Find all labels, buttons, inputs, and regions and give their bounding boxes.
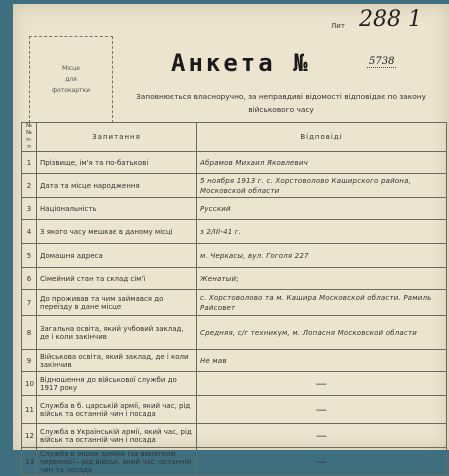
answer-cell: Женатый; — [197, 268, 447, 290]
answer-cell: — — [197, 424, 447, 448]
answer-cell: Средняя, с/г техникум, м. Лопасня Московской области — [197, 316, 447, 350]
row-number: 6 — [22, 268, 37, 290]
row-number: 1 — [22, 152, 37, 174]
photo-placeholder — [29, 36, 113, 123]
table-row — [22, 220, 447, 244]
row-number: 11 — [22, 396, 37, 424]
table-row — [22, 372, 447, 396]
question-cell: До проживав та чим займався до переїзду в дане місце — [37, 290, 197, 316]
table-row — [22, 396, 447, 424]
row-number: 8 — [22, 316, 37, 350]
header-answer: Відповіді — [197, 123, 447, 152]
table-row — [22, 448, 447, 476]
photo-label-line-3: фотокартки — [51, 87, 91, 94]
row-number: 7 — [22, 290, 37, 316]
table-row — [22, 424, 447, 448]
header-question: Запитання — [37, 123, 197, 152]
question-cell: Дата та місце народження — [37, 174, 197, 198]
row-number: 3 — [22, 198, 37, 220]
question-cell: Національність — [37, 198, 197, 220]
answer-cell: — — [197, 372, 447, 396]
row-number: 12 — [22, 424, 37, 448]
answer-cell: — — [197, 448, 447, 476]
question-cell: Домашня адреса — [37, 244, 197, 268]
question-cell: Загальна освіта, який учбовий заклад, де і коли закінчив — [37, 316, 197, 350]
answer-cell: с. Хорстоволово та м. Кашира Московской области. Рамиль Райсовет — [197, 290, 447, 316]
question-cell: Служба в інших арміях (за винятком червоної)—рід військ, який час, останній чин та посада — [37, 448, 197, 476]
photo-label-line-2: для — [65, 76, 77, 83]
row-number: 10 — [22, 372, 37, 396]
answer-cell: Абрамов Михаил Яковлевич — [197, 152, 447, 174]
row-number: 2 — [22, 174, 37, 198]
table-row — [22, 290, 447, 316]
form-sheet — [13, 4, 449, 474]
row-number: 9 — [22, 350, 37, 372]
question-cell: Служба в б. царській армії, який час, рід військ та останній чин і посада — [37, 396, 197, 424]
question-cell: Військова освіта, який заклад, де і коли закінчив — [37, 350, 197, 372]
table-header-row — [22, 123, 447, 152]
photo-label-line-1: Місце — [62, 65, 80, 72]
answer-cell: м. Черкасы, вул. Гоголя 227 — [197, 244, 447, 268]
answer-cell: — — [197, 396, 447, 424]
table-row — [22, 174, 447, 198]
answer-cell: Русский — [197, 198, 447, 220]
instruction-text: Заповнюється власноручно, за неправдиві відомості відповідає по закону військового часу — [136, 92, 426, 114]
row-number: 4 — [22, 220, 37, 244]
question-cell: Служба в Українській армії, який час, рід військ та останній чин і посада — [37, 424, 197, 448]
row-number: 5 — [22, 244, 37, 268]
table-row — [22, 350, 447, 372]
header-num: №№ п-п — [22, 123, 37, 152]
questionnaire-table — [21, 122, 447, 476]
sheet-label: Лит — [331, 22, 345, 30]
sheet-number: 288 1 — [359, 7, 422, 32]
question-cell: З якого часу мешкає в даному місці — [37, 220, 197, 244]
table-row — [22, 268, 447, 290]
form-number: 5738 — [369, 56, 395, 67]
page-title: Анкета № — [171, 49, 311, 77]
table-row — [22, 316, 447, 350]
answer-cell: 5 ноября 1913 г. с. Хорстоволово Каширского района, Московской области — [197, 174, 447, 198]
table-row — [22, 198, 447, 220]
answer-cell: з 2/III-41 г. — [197, 220, 447, 244]
question-cell: Відношення до військової служби до 1917 року — [37, 372, 197, 396]
answer-cell: Не мав — [197, 350, 447, 372]
question-cell: Прізвище, ім'я та по-батькові — [37, 152, 197, 174]
row-number: 13 — [22, 448, 37, 476]
table-row — [22, 152, 447, 174]
question-cell: Сімейний стан та склад сім'ї — [37, 268, 197, 290]
table-row — [22, 244, 447, 268]
